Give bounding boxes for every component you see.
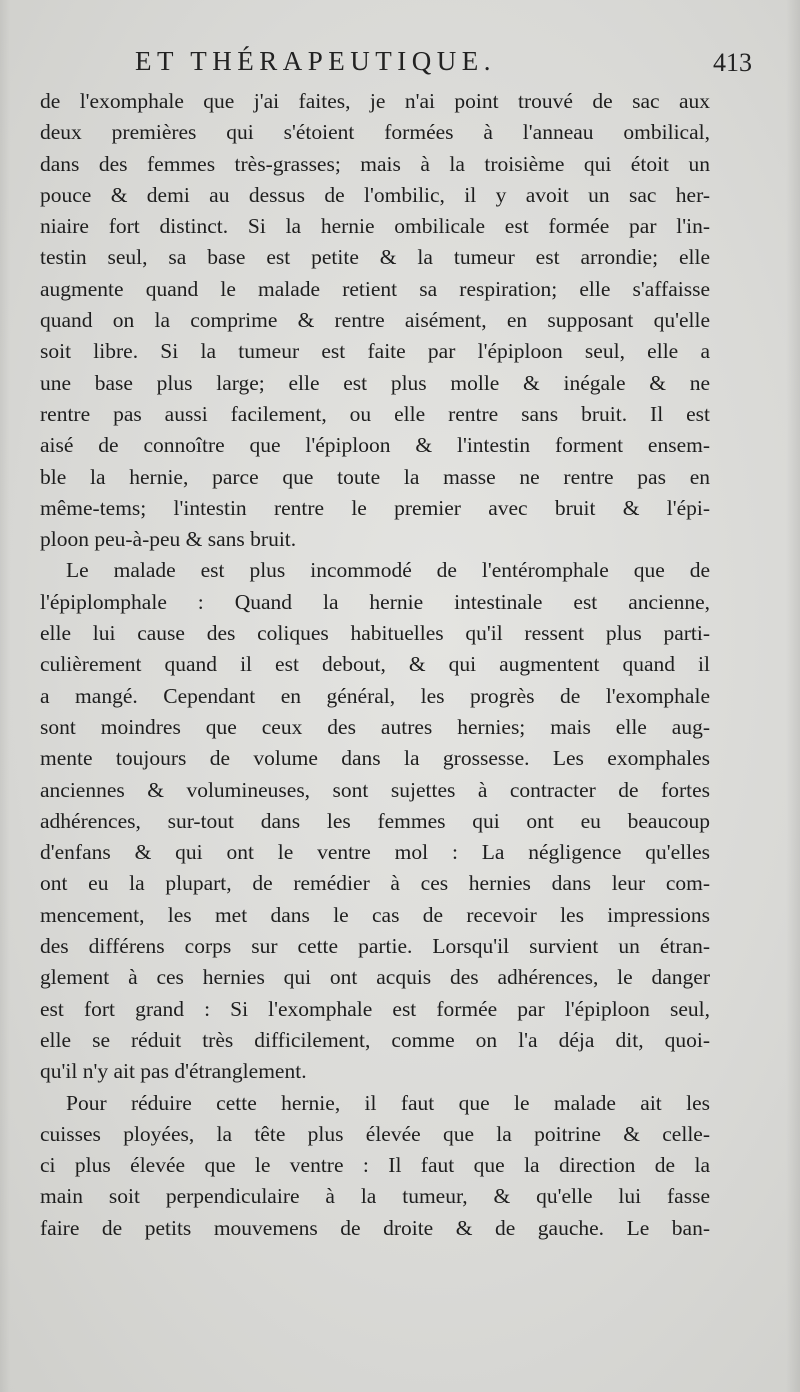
page-header <box>40 46 752 86</box>
text-line: même-tems; l'intestin rentre le premier avec bruit & l'épi- <box>40 495 710 520</box>
text-line: elle se réduit très difficilement, comme on l'a déja dit, quoi- <box>40 1027 710 1052</box>
page-gutter-shadow <box>0 0 10 1392</box>
text-line: culièrement quand il est debout, & qui augmentent quand il <box>40 652 710 677</box>
text-line: deux premières qui s'étoient formées à l'anneau ombilical, <box>40 120 710 145</box>
text-line: quand on la comprime & rentre aisément, en supposant qu'elle <box>40 308 710 333</box>
text-line: ci plus élevée que le ventre : Il faut que la direction de la <box>40 1153 710 1178</box>
text-line: augmente quand le malade retient sa respiration; elle s'affaisse <box>40 276 710 301</box>
text-line: de l'exomphale que j'ai faites, je n'ai point trouvé de sac aux <box>40 89 710 113</box>
text-line: des différens corps sur cette partie. Lorsqu'il survient un étran- <box>40 934 710 959</box>
body-text <box>40 86 710 1244</box>
text-line: mencement, les met dans le cas de recevoir les impressions <box>40 902 710 927</box>
text-line: anciennes & volumineuses, sont sujettes à contracter de fortes <box>40 777 710 802</box>
text-line: main soit perpendiculaire à la tumeur, & qu'elle lui fasse <box>40 1184 710 1209</box>
text-line: mente toujours de volume dans la grossesse. Les exomphales <box>40 746 710 771</box>
text-line: sont moindres que ceux des autres hernies; mais elle aug- <box>40 714 710 739</box>
text-line: a mangé. Cependant en général, les progrès de l'exomphale <box>40 683 710 708</box>
text-line: dans des femmes très-grasses; mais à la troisième qui étoit un <box>40 151 710 176</box>
text-line: aisé de connoître que l'épiploon & l'intestin forment ensem- <box>40 433 710 458</box>
text-line: qu'il n'y ait pas d'étranglement. <box>40 1059 307 1084</box>
text-line: faire de petits mouvemens de droite & de gauche. Le ban- <box>40 1215 710 1240</box>
text-line: l'épiplomphale : Quand la hernie intestinale est ancienne, <box>40 589 710 614</box>
paragraph-first-line: Pour réduire cette hernie, il faut que le malade ait les <box>66 1090 710 1115</box>
paragraph-first-line: Le malade est plus incommodé de l'entéromphale que de <box>66 558 710 583</box>
page-number: 413 <box>713 48 752 77</box>
text-line: une base plus large; elle est plus molle & inégale & ne <box>40 370 710 395</box>
text-line: ble la hernie, parce que toute la masse ne rentre pas en <box>40 464 710 489</box>
text-line: adhérences, sur-tout dans les femmes qui ont eu beaucoup <box>40 808 710 833</box>
text-line: cuisses ployées, la tête plus élevée que la poitrine & celle- <box>40 1121 710 1146</box>
text-line: testin seul, sa base est petite & la tumeur est arrondie; elle <box>40 245 710 270</box>
text-line: ont eu la plupart, de remédier à ces hernies dans leur com- <box>40 871 710 896</box>
text-line: rentre pas aussi facilement, ou elle rentre sans bruit. Il est <box>40 401 710 426</box>
text-line: d'enfans & qui ont le ventre mol : La négligence qu'elles <box>40 840 710 865</box>
text-line: elle lui cause des coliques habituelles qu'il ressent plus parti- <box>40 621 710 646</box>
text-line: est fort grand : Si l'exomphale est formée par l'épiploon seul, <box>40 996 710 1021</box>
text-line: ploon peu-à-peu & sans bruit. <box>40 527 297 552</box>
text-line: soit libre. Si la tumeur est faite par l'épiploon seul, elle a <box>40 339 710 364</box>
text-line: pouce & demi au dessus de l'ombilic, il y avoit un sac her- <box>40 182 710 207</box>
text-line: glement à ces hernies qui ont acquis des adhérences, le danger <box>40 965 710 990</box>
text-line: niaire fort distinct. Si la hernie ombilicale est formée par l'in- <box>40 214 710 239</box>
page-edge-shadow <box>786 0 800 1392</box>
running-title: ET THÉRAPEUTIQUE. <box>135 46 496 76</box>
